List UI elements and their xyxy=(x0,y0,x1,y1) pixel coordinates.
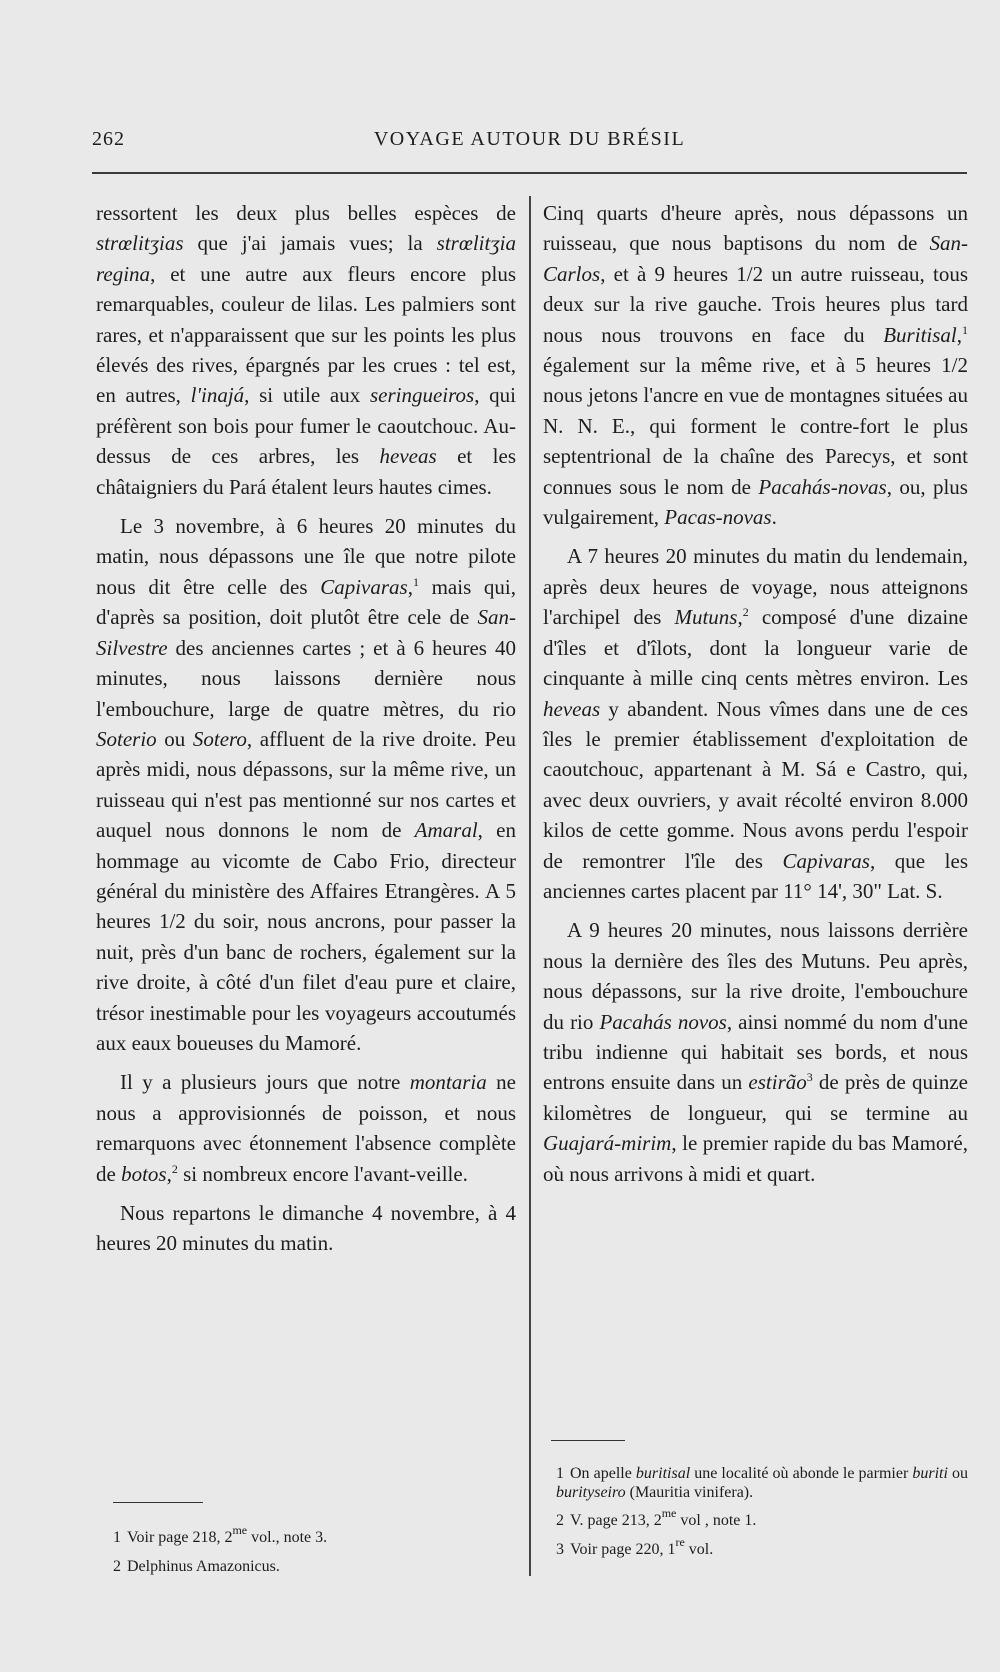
page-number: 262 xyxy=(92,128,125,150)
paragraph: A 7 heures 20 minutes du matin du lendemain, après deux heures de voyage, nous atteignons l'archipel des Mutuns,$^2$ composé d'une dizaine d'îles et d'îlots, dont la longueur varie de cinquante à mille cinq cents mètres environ. Les heveas y abandent. Nous vîmes dans une de ces îles le premier établissement d'exploitation de caoutchouc, appartenant à M. Sá e Castro, qui, avec deux ouvriers, y avait récolté environ 8.000 kilos de cette gomme. Nous avons perdu l'espoir de remontrer l'île des Capivaras, que les anciennes cartes placent par 11° 14', 30" Lat. S. xyxy=(543,544,968,903)
footnote-ref: 1 xyxy=(412,574,419,589)
footnote-rule xyxy=(113,1502,203,1503)
running-title: VOYAGE AUTOUR DU BRÉSIL xyxy=(373,128,686,150)
paragraph: ressortent les deux plus belles espèces de strœlitʒias que j'ai jamais vues; la strœlitʒia regina, et une autre aux fleurs encore plus remarquables, couleur de lilas. Les palmiers sont rares, et n'apparaissent que sur les points les plus élevés des rives, épargnés par les crues : tel est, en autres, l'inajá, si utile aux seringueiros, qui préfèrent son bois pour fumer le caoutchouc. Au-dessus de ces arbres, les heveas et les châtaigniers du Pará étalent leurs hautes cimes. xyxy=(96,201,517,499)
footnote-ref: 1 xyxy=(962,322,968,337)
left-column xyxy=(96,198,516,1259)
footnotes-right xyxy=(556,1464,968,1560)
footnotes-left xyxy=(113,1523,513,1577)
footnote-ref: 2 xyxy=(171,1161,178,1176)
paragraph: Il y a plusieurs jours que notre montaria ne nous a approvisionnés de poisson, et nous remarquons avec étonnement l'absence complète de botos,$^2$ si nombreux encore l'avant-veille. xyxy=(96,1070,516,1186)
column-divider xyxy=(529,196,531,1576)
footnote-rule xyxy=(551,1440,625,1441)
footnote: 1 On apelle buritisal une localité où abonde le parmier buriti ou burityseiro (Mauritia vinifera). xyxy=(556,1465,969,1501)
paragraph: A 9 heures 20 minutes, nous laissons derrière nous la dernière des îles des Mutuns. Peu après, nous dépassons, sur la rive droite, l'embouchure du rio Pacahás novos, ainsi nommé du nom d'une tribu indienne qui habitait ses bords, et nous entrons ensuite dans un estirão$^3$ de près de quinze kilomètres de longueur, qui se termine au Guajará-mirim, le premier rapide du bas Mamoré, où nous arrivons à midi et quart. xyxy=(543,918,968,1186)
paragraph: Nous repartons le dimanche 4 novembre, à 4 heures 20 minutes du matin. xyxy=(96,1201,516,1256)
paragraph: Cinq quarts d'heure après, nous dépassons un ruisseau, que nous baptisons du nom de San-Carlos, et à 9 heures 1/2 un autre ruisseau, tous deux sur la rive gauche. Trois heures plus tard nous nous trouvons en face du Buritisal,$^1$ également sur la même rive, et à 5 heures 1/2 nous jetons l'ancre en vue de montagnes situées au N. N. E., qui forment le contre-fort le plus septentrional de la chaîne des Parecys, et sont connues sous le nom de Pacahás-novas, ou, plus vulgairement, Pacas-novas. xyxy=(543,201,968,530)
footnote-ref: 3 xyxy=(806,1070,813,1085)
header-rule xyxy=(92,172,967,174)
footnote: 1 Voir page 218, $2^{me}$ vol., note 3. xyxy=(113,1523,328,1546)
footnote: 2 V. page 213, $2^{me}$ vol , note 1. xyxy=(556,1506,757,1529)
footnote: 2 Delphinus Amazonicus. xyxy=(113,1558,280,1575)
right-column xyxy=(543,198,968,1189)
paragraph: Le 3 novembre, à 6 heures 20 minutes du matin, nous dépassons une île que notre pilote nous dit être celle des Capivaras,$^1$ mais qui, d'après sa position, doit plutôt être cele de San-Silvestre des anciennes cartes ; et à 6 heures 40 minutes, nous laissons dernière nous l'embouchure, large de quatre mètres, du rio Soterio ou Sotero, affluent de la rive droite. Peu après midi, nous dépassons, sur la même rive, un ruisseau qui n'est pas mentionné sur nos cartes et auquel nous donnons le nom de Amaral, en hommage au vicomte de Cabo Frio, directeur général du ministère des Affaires Etrangères. A 5 heures 1/2 du soir, nous ancrons, pour passer la nuit, près d'un banc de rochers, également sur la rive droite, à côté d'un filet d'eau pure et claire, trésor inestimable pour les voyageurs accoutumés aux eaux boueuses du Mamoré. xyxy=(96,514,516,1055)
footnote: 3 Voir page 220, 1re vol. xyxy=(556,1535,714,1558)
footnote-ref: 2 xyxy=(742,605,749,620)
